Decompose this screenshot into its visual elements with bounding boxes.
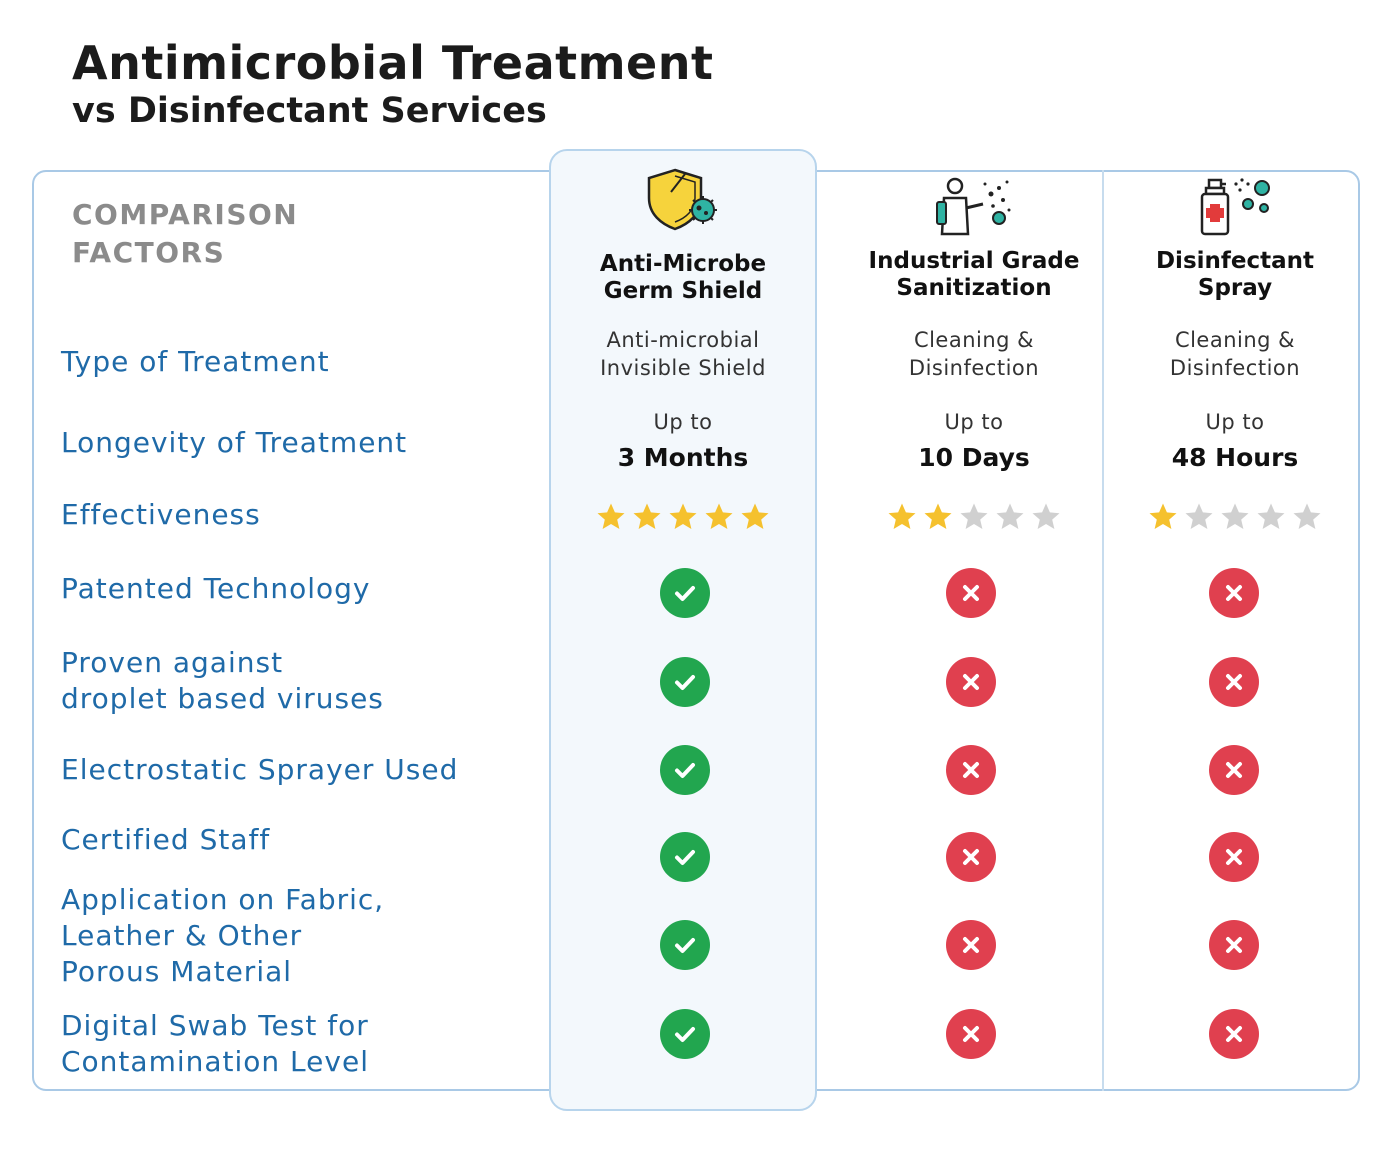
check-icon <box>660 568 710 618</box>
factor-patented-technology: Patented Technology <box>61 572 371 605</box>
column-name: Disinfectant Spray <box>1155 248 1315 301</box>
cross-icon <box>1209 657 1259 707</box>
check-icon <box>660 1009 710 1059</box>
shield-virus-icon <box>641 166 725 236</box>
star-filled-icon <box>923 502 953 532</box>
star-empty-icon <box>1292 502 1322 532</box>
longevity-prefix: Up to <box>653 410 713 434</box>
longevity-prefix: Up to <box>944 410 1004 434</box>
check-icon <box>660 832 710 882</box>
title-line-2: vs Disinfectant Services <box>72 91 547 131</box>
star-empty-icon <box>1220 502 1250 532</box>
cross-icon <box>1209 920 1259 970</box>
factor-longevity: Longevity of Treatment <box>61 426 408 459</box>
star-filled-icon <box>668 502 698 532</box>
rating-stars <box>549 502 817 532</box>
cross-icon <box>946 1009 996 1059</box>
check-icon <box>660 920 710 970</box>
rating-stars <box>832 502 1116 532</box>
star-empty-icon <box>1184 502 1214 532</box>
factor-type-of-treatment: Type of Treatment <box>61 345 330 378</box>
factor-proven-against-viruses: Proven against droplet based viruses <box>61 646 384 715</box>
longevity-value: 10 Days <box>918 443 1030 472</box>
check-icon <box>660 657 710 707</box>
star-filled-icon <box>632 502 662 532</box>
cross-icon <box>946 745 996 795</box>
column-name: Industrial Grade Sanitization <box>868 248 1080 301</box>
rating-stars <box>1104 502 1366 532</box>
star-filled-icon <box>1148 502 1178 532</box>
factor-certified-staff: Certified Staff <box>61 823 271 856</box>
factors-heading: COMPARISON FACTORS <box>72 198 299 269</box>
star-empty-icon <box>1031 502 1061 532</box>
factor-application-on-fabric: Application on Fabric, Leather & Other Porous Material <box>61 883 385 988</box>
spray-bottle-icon <box>1196 176 1274 242</box>
star-empty-icon <box>1256 502 1286 532</box>
factor-effectiveness: Effectiveness <box>61 498 261 531</box>
factor-electrostatic-sprayer: Electrostatic Sprayer Used <box>61 753 459 786</box>
cross-icon <box>1209 568 1259 618</box>
star-filled-icon <box>596 502 626 532</box>
factor-digital-swab-test: Digital Swab Test for Contamination Level <box>61 1009 369 1078</box>
longevity-prefix: Up to <box>1205 410 1265 434</box>
star-filled-icon <box>704 502 734 532</box>
star-empty-icon <box>959 502 989 532</box>
treatment-type: Anti-microbial Invisible Shield <box>600 328 766 380</box>
longevity-value: 48 Hours <box>1171 443 1299 472</box>
cross-icon <box>946 657 996 707</box>
cross-icon <box>1209 745 1259 795</box>
cross-icon <box>946 568 996 618</box>
treatment-type: Cleaning & Disinfection <box>1169 328 1301 380</box>
treatment-type: Cleaning & Disinfection <box>908 328 1040 380</box>
star-empty-icon <box>995 502 1025 532</box>
check-icon <box>660 745 710 795</box>
longevity-value: 3 Months <box>617 443 749 472</box>
cross-icon <box>946 920 996 970</box>
title-line-1: Antimicrobial Treatment <box>72 36 714 90</box>
cross-icon <box>1209 1009 1259 1059</box>
star-filled-icon <box>740 502 770 532</box>
cross-icon <box>946 832 996 882</box>
hazmat-sprayer-icon <box>935 176 1013 240</box>
column-name: Anti-Microbe Germ Shield <box>599 251 767 304</box>
cross-icon <box>1209 832 1259 882</box>
star-filled-icon <box>887 502 917 532</box>
